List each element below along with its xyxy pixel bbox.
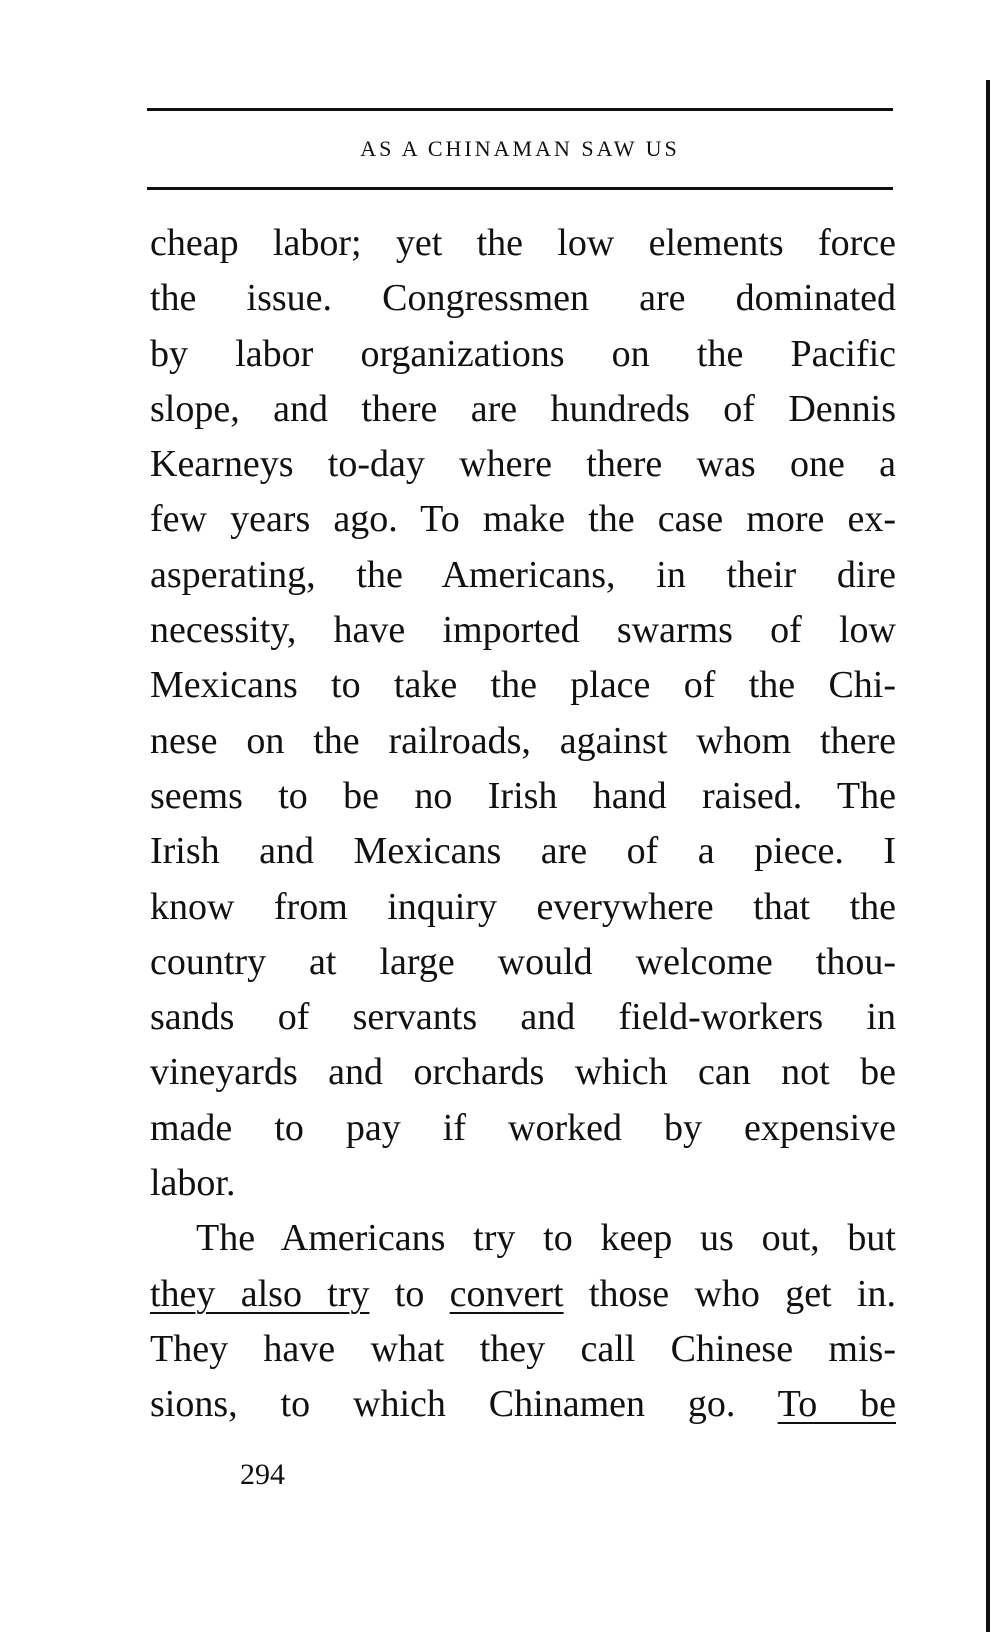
text-line: know from inquiry everywhere that the bbox=[150, 885, 896, 928]
text-span: those who get in. bbox=[563, 1272, 896, 1315]
text-line bbox=[150, 1267, 896, 1322]
text-line: Kearneys to-day where there was one a bbox=[150, 443, 896, 486]
text-line: cheap labor; yet the low elements force bbox=[150, 222, 896, 264]
text-line: the issue. Congressmen are dominated bbox=[150, 277, 896, 320]
text-line: by labor organizations on the Pacific bbox=[150, 332, 896, 375]
text-line: nese on the railroads, against whom there bbox=[150, 719, 896, 762]
text-line: seems to be no Irish hand raised. The bbox=[150, 774, 896, 817]
text-line: slope, and there are hundreds of Dennis bbox=[150, 387, 896, 430]
text-line: labor. bbox=[150, 1162, 236, 1205]
text-span: to bbox=[369, 1272, 450, 1315]
body-text bbox=[150, 216, 896, 1433]
paragraph-1 bbox=[150, 216, 896, 1211]
text-line: sands of servants and field-workers in bbox=[150, 996, 896, 1039]
text-line: necessity, have imported swarms of low bbox=[150, 609, 896, 652]
text-line: asperating, the Americans, in their dire bbox=[150, 553, 896, 596]
paragraph-2 bbox=[150, 1211, 896, 1432]
text-line: vineyards and orchards which can not be bbox=[150, 1051, 896, 1094]
page-number: 294 bbox=[240, 1458, 285, 1491]
text-line: few years ago. To make the case more ex- bbox=[150, 498, 896, 541]
text-line: Irish and Mexicans are of a piece. I bbox=[150, 830, 896, 873]
underlined-text: To be bbox=[777, 1383, 896, 1426]
text-line: country at large would welcome thou- bbox=[150, 940, 896, 983]
text-line: The Americans try to keep us out, but bbox=[196, 1217, 896, 1260]
text-line: Mexicans to take the place of the Chi- bbox=[150, 664, 896, 707]
underlined-text: they also try bbox=[150, 1272, 370, 1315]
text-line: They have what they call Chinese mis- bbox=[150, 1327, 896, 1370]
text-line bbox=[150, 1377, 896, 1432]
text-span: sions, to which Chinamen go. bbox=[150, 1383, 778, 1426]
page-edge-border bbox=[986, 80, 990, 1632]
running-head: AS A CHINAMAN SAW US bbox=[360, 136, 680, 161]
header-rule-bottom bbox=[147, 187, 893, 190]
header-rule-top bbox=[147, 108, 893, 111]
underlined-text: convert bbox=[449, 1272, 564, 1315]
text-line: made to pay if worked by expensive bbox=[150, 1106, 896, 1149]
